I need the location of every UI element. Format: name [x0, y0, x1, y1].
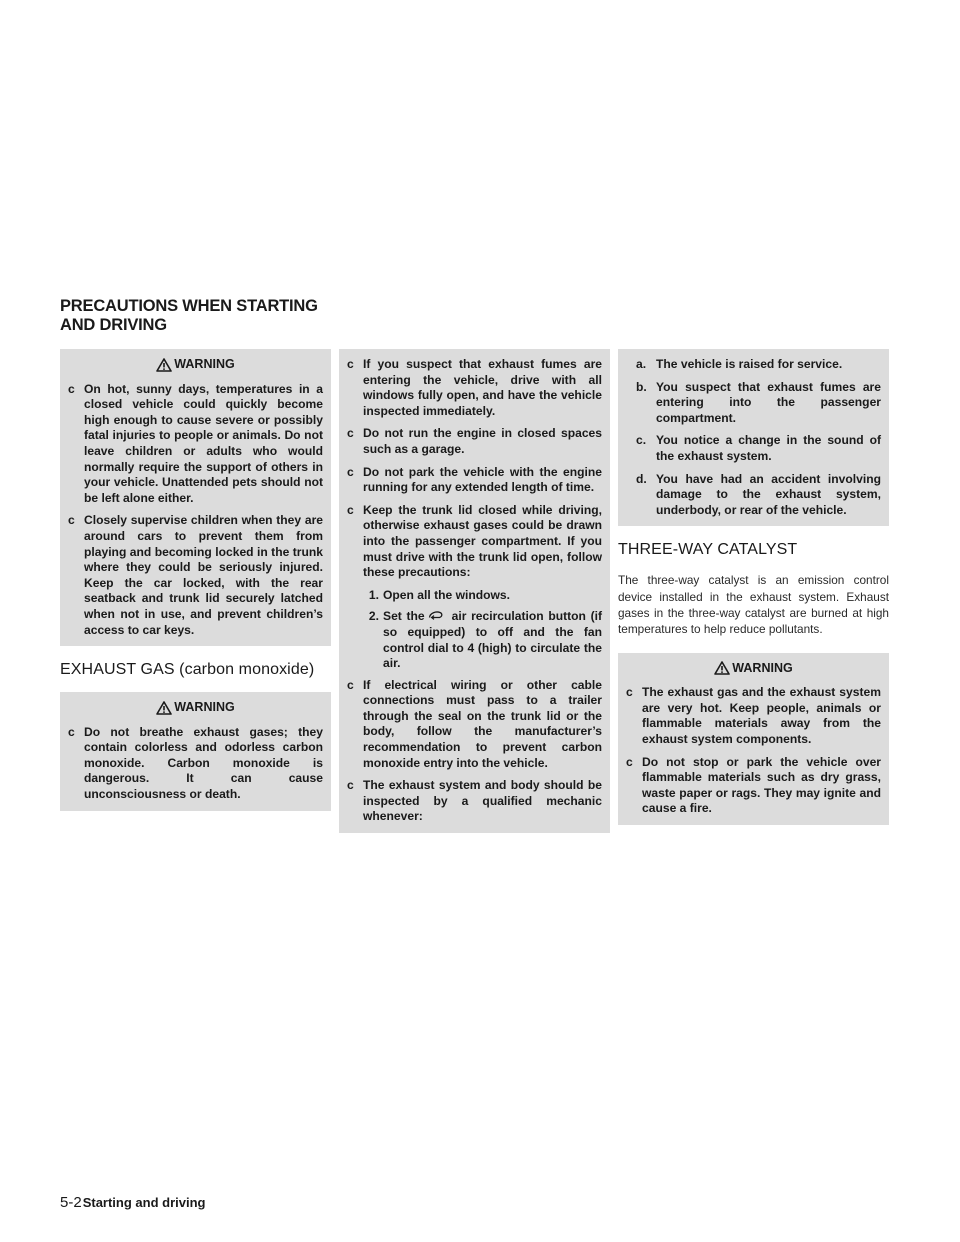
warning-text: Do not park the vehicle with the engine running for any extended length of time.	[363, 464, 602, 495]
warning-box-catalyst	[618, 653, 889, 825]
condition-item	[626, 472, 881, 519]
condition-text: You suspect that exhaust fumes are entering into the passenger compartment.	[656, 379, 881, 425]
condition-letter: b.	[636, 379, 647, 394]
exhaust-gas-heading: EXHAUST GAS (carbon monoxide)	[60, 661, 315, 679]
condition-item	[626, 357, 881, 373]
warning-box-inspection-conditions	[618, 349, 889, 526]
condition-item	[626, 433, 881, 464]
warning-label: WARNING	[732, 660, 793, 675]
list-item	[347, 426, 602, 457]
warning-heading	[626, 661, 881, 677]
step-item	[351, 588, 602, 604]
condition-letter: d.	[636, 471, 647, 486]
bullet-icon: c	[626, 685, 633, 700]
chapter-title: Starting and driving	[82, 1195, 206, 1210]
warning-heading	[68, 700, 323, 716]
bullet-icon: c	[68, 381, 75, 396]
warning-text: If electrical wiring or other cable connections must pass to a trailer through the seal on the trunk lid or the body, follow the manufacturer’s recommendation to prevent carbon monoxide entry into the vehicle.	[363, 677, 602, 770]
list-item	[626, 755, 881, 817]
list-item	[347, 778, 602, 825]
condition-item	[626, 380, 881, 427]
warning-triangle-icon	[156, 701, 172, 715]
warning-box-exhaust-continued	[339, 349, 610, 833]
warning-box-heat-children	[60, 349, 331, 646]
bullet-icon: c	[347, 677, 354, 692]
catalyst-description: The three-way catalyst is an emission control device installed in the exhaust system. Exhaust gases in the three-way catalyst are burned at high temperatures to help reduce pollutants.	[618, 573, 889, 637]
air-recirculation-icon	[428, 609, 444, 625]
list-item	[68, 725, 323, 803]
step-text-pre: Set the	[383, 609, 425, 624]
warning-text: The exhaust system and body should be inspected by a qualified mechanic whenever:	[363, 778, 602, 824]
list-item	[68, 382, 323, 507]
bullet-icon: c	[347, 778, 354, 793]
bullet-icon: c	[626, 754, 633, 769]
condition-text: You have had an accident involving damage to the exhaust system, underbody, or rear of the vehicle.	[656, 471, 881, 517]
bullet-icon: c	[68, 724, 75, 739]
warning-text: Do not breathe exhaust gases; they contain colorless and odorless carbon monoxide. Carbon monoxide is dangerous. It can cause unconsciousness or death.	[84, 724, 323, 802]
warning-box-exhaust	[60, 692, 331, 811]
warning-text: Keep the trunk lid closed while driving, otherwise exhaust gases could be drawn into the passenger compartment. If you must drive with the trunk lid open, follow these precautions:	[363, 502, 602, 580]
list-item	[626, 685, 881, 747]
page-number: 5-2	[60, 1194, 82, 1211]
condition-letter: c.	[636, 433, 647, 448]
bullet-icon: c	[347, 426, 354, 441]
step-item	[351, 609, 602, 671]
condition-letter: a.	[636, 357, 647, 371]
page-footer	[60, 1194, 205, 1211]
warning-label: WARNING	[174, 700, 235, 715]
warning-text: The exhaust gas and the exhaust system are very hot. Keep people, animals or flammable materials away from the exhaust system components.	[642, 685, 881, 746]
list-item	[347, 357, 602, 419]
bullet-icon: c	[347, 502, 354, 517]
condition-text: The vehicle is raised for service.	[656, 357, 843, 371]
list-item	[347, 678, 602, 772]
step-number: 1.	[368, 587, 379, 602]
warning-heading	[68, 357, 323, 373]
warning-label: WARNING	[174, 357, 235, 371]
step-text	[383, 609, 602, 671]
warning-text: If you suspect that exhaust fumes are entering the vehicle, drive with all windows fully open, and have the vehicle inspected immediately.	[363, 357, 602, 418]
list-item	[347, 503, 602, 581]
warning-triangle-icon	[714, 661, 730, 675]
column-1	[60, 349, 331, 811]
warning-text: On hot, sunny days, temperatures in a closed vehicle could quickly become high enough to cause severe or possibly fatal injuries to people or animals. Do not leave children or adults who would normally require the support of others in your vehicle. Unattended pets should not be left alone either.	[84, 381, 323, 505]
step-text-post: air recirculation button (if so equipped) to off and the fan control dial to 4 (high) to circulate the air.	[383, 609, 602, 671]
step-number: 2.	[368, 609, 379, 624]
precaution-steps	[347, 588, 602, 672]
condition-text: You notice a change in the sound of the exhaust system.	[656, 433, 881, 463]
warning-triangle-icon	[156, 358, 172, 372]
bullet-icon: c	[347, 357, 354, 371]
section-title-line-2: AND DRIVING	[60, 316, 167, 334]
warning-text: Closely supervise children when they are around cars to prevent them from playing and becoming locked in the trunk where they could be seriously injured. Keep the car locked, with the rear seatback and trunk lid securely latched when not in use, and prevent children’s access to car keys.	[84, 513, 323, 637]
bullet-icon: c	[347, 464, 354, 479]
step-text: Open all the windows.	[383, 587, 510, 602]
warning-text: Do not run the engine in closed spaces such as a garage.	[363, 426, 602, 456]
bullet-icon: c	[68, 513, 75, 528]
three-way-catalyst-heading: THREE-WAY CATALYST	[618, 541, 798, 559]
list-item	[68, 513, 323, 638]
column-3	[618, 349, 889, 825]
section-title-line-1: PRECAUTIONS WHEN STARTING	[60, 297, 318, 315]
section-title	[60, 297, 460, 335]
column-2	[339, 349, 610, 833]
warning-text: Do not stop or park the vehicle over flammable materials such as dry grass, waste paper or rags. They may ignite and cause a fire.	[642, 754, 881, 816]
list-item	[347, 465, 602, 496]
